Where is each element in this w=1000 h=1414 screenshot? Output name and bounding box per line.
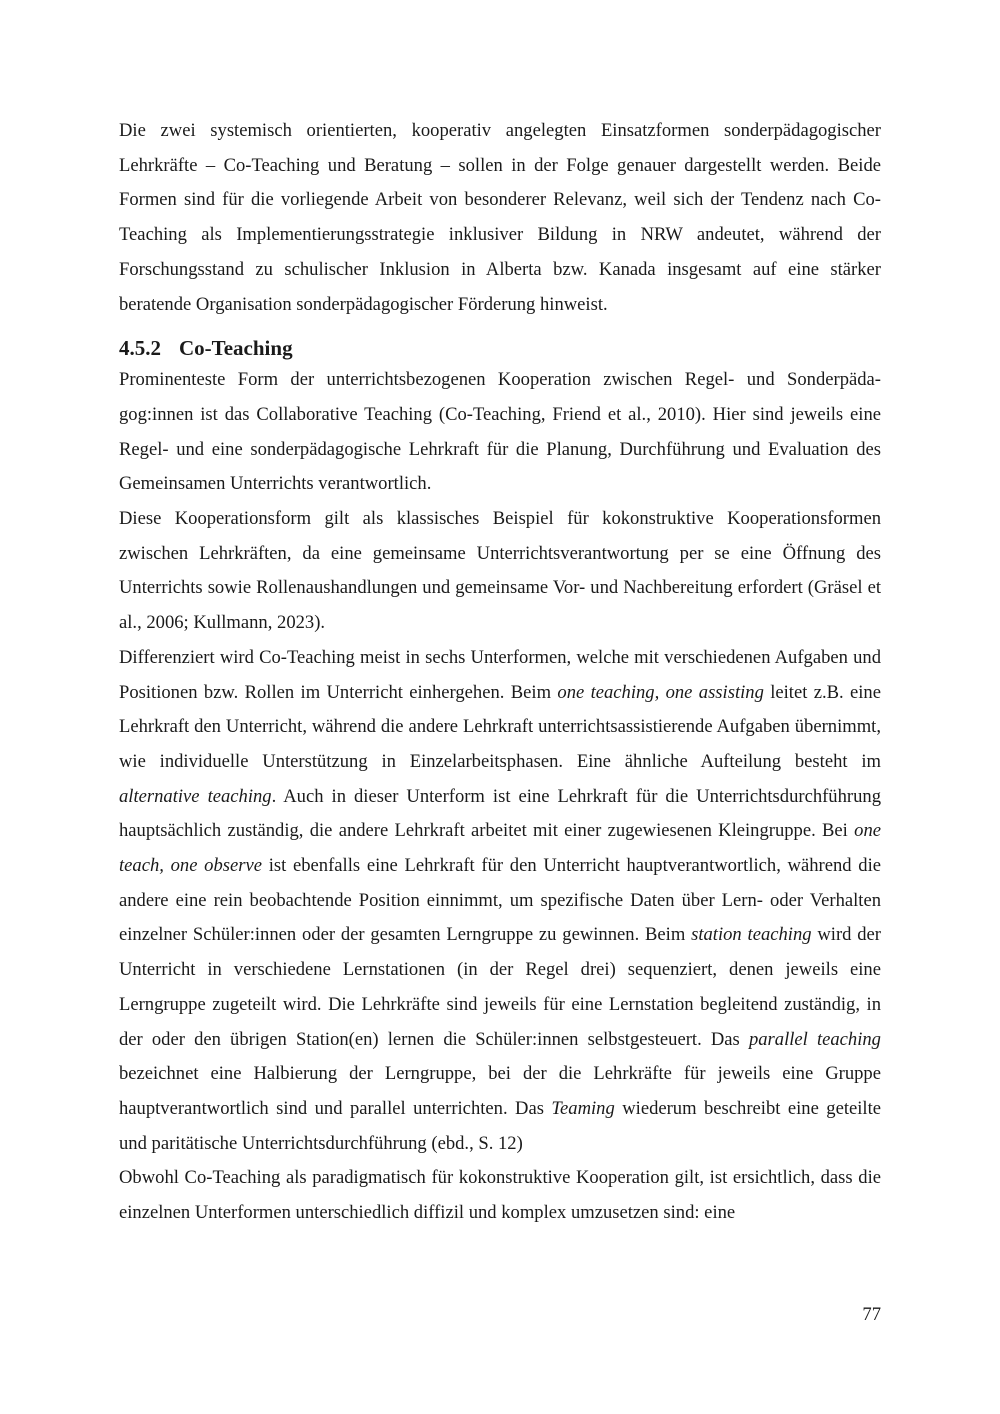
term-one-teach-one-observe: one teach, one observe [119,820,881,877]
paragraph-text-run: wird der Unterricht in verschiedene Lernstationen (in der Regel drei) sequenziert, denen jeweils eine Lerngruppe zugeteilt wird. Die Lehrkräfte sind jeweils für eine Lernstation begleitend zuständig, in der oder den übrigen Station(en) lernen die Schüler:innen selbstgesteuert. Das [119,924,881,1050]
paragraph-unterformen [119,641,881,1162]
term-parallel-teaching: parallel teaching [748,1028,881,1050]
paragraph-text-run: wiederum beschreibt eine geteilte und paritätische Unterrichtsdurchführung (ebd., S. 12) [119,1097,881,1154]
paragraph-kooperationsform: Diese Kooperationsform gilt als klassisches Beispiel für kokonstruktive Kooperationsformen zwischen Lehrkräften, da eine gemeinsame Unterrichtsverantwortung per se eine Öffnung des Unterrichts sowie Rollenaushandlungen und gemeinsame Vor- und Nachbereitung erfordert (Gräsel et al., 2006; Kullmann, 2023). [119,508,881,634]
term-one-teaching-one-assisting: one teaching, one assisting [557,681,764,703]
paragraph-text-run: bezeichnet eine Halbierung der Lerngruppe, bei der die Lehrkräfte für jeweils eine Gruppe hauptverantwortlich sind und parallel unterrichten. Das [119,1063,881,1119]
paragraph-obwohl: Obwohl Co-Teaching als paradigmatisch für kokonstruktive Kooperation gilt, ist ersichtlich, dass die einzelnen Unterformen unterschiedlich diffizil und komplex umzusetzen sind: eine [119,1167,881,1224]
term-alternative-teaching: alternative teaching [119,785,272,807]
section-heading [119,334,881,362]
section-number: 4.5.2 [119,336,161,361]
page-number: 77 [862,1304,881,1325]
paragraph-text-run: ist ebenfalls eine Lehrkraft für den Unterricht hauptverantwortlich, während die andere eine rein beobachtende Position einnimmt, um spezifische Daten über Lern- oder Verhalten einzelner Schüler:innen oder der gesamten Lerngruppe zu gewinnen. Beim [119,855,881,946]
section-title: Co-Teaching [179,336,293,361]
paragraph-text-run: leitet z.B. eine Lehrkraft den Unterricht, während die andere Lehrkraft unterrichtsassistierende Aufgaben übernimmt, wie individuelle Unterstützung in Einzelarbeitsphasen. Eine ähnliche Aufteilung besteht im [119,681,881,772]
paragraph-text-run: . Auch in dieser Unterform ist eine Lehrkraft für die Unterrichtsdurchführung hauptsächlich zuständig, die andere Lehrkraft arbeitet mit einer zugewiesenen Kleingruppe. Bei [119,785,881,842]
intro-paragraph: Die zwei systemisch orientierten, kooperativ angelegten Einsatzformen sonderpädagogischer Lehrkräfte – Co-Teaching und Beratung – sollen in der Folge genauer dargestellt werden. Beide Formen sind für die vorliegende Arbeit von besonderer Relevanz, weil sich der Tendenz nach Co-Teaching als Implementierungsstrategie inklusiver Bildung in NRW andeutet, während der Forschungsstand zu schulischer Inklusion in Alberta bzw. Kanada insgesamt auf eine stärker beratende Organisation sonderpädagogischer Förderung hinweist. [119,120,881,315]
term-teaming: Teaming [551,1097,615,1119]
paragraph-prominenteste: Prominenteste Form der unterrichtsbezogenen Kooperation zwischen Regel- und Sonderpädagog:innen ist das Collaborative Teaching (Co-Teaching, Friend et al., 2010). Hier sind jeweils eine Regel- und eine sonderpädagogische Lehrkraft für die Planung, Durchführung und Evaluation des Gemeinsamen Unterrichts verantwortlich. [119,369,881,495]
paragraph-text-run: Differenziert wird Co-Teaching meist in sechs Unterformen, welche mit verschiedenen Aufgaben und Positionen bzw. Rollen im Unterricht einhergehen. Beim [119,646,881,703]
term-station-teaching: station teaching [691,924,812,946]
page-body [119,114,881,1231]
